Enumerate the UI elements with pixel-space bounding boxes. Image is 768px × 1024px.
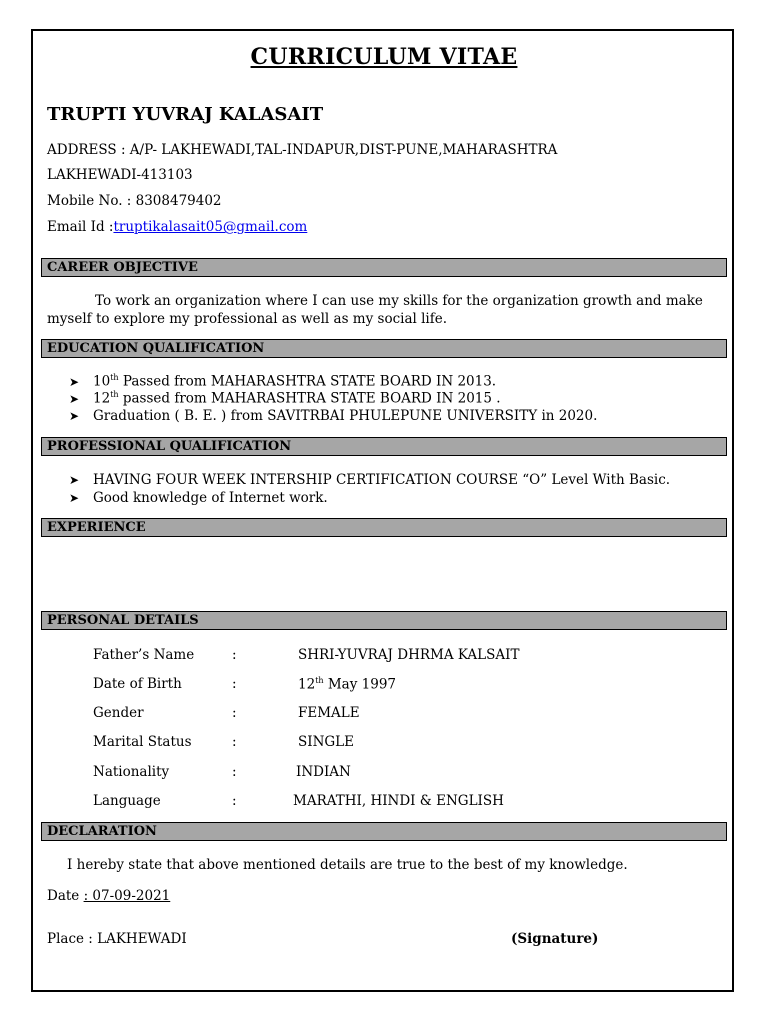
section-header-declaration [41,822,727,841]
list-item: ➤ Good knowledge of Internet work. [69,490,328,506]
nationality-label: Nationality [93,764,170,780]
email-label: Email Id : [47,219,114,235]
address-line-2: LAKHEWADI-413103 [47,167,193,183]
arrow-bullet-icon: ➤ [69,491,80,505]
list-item: ➤ 10th Passed from MAHARASHTRA STATE BOARD IN 2013. [69,373,497,390]
signature-label: (Signature) [511,931,599,947]
candidate-name: TRUPTI YUVRAJ KALASAIT [47,104,324,125]
section-title: CAREER OBJECTIVE [47,260,198,275]
arrow-bullet-icon: ➤ [69,374,80,389]
list-item: ➤ 12th passed from MAHARASHTRA STATE BOARD IN 2015 . [69,390,501,407]
gender-value: FEMALE [298,705,360,721]
dob-value: 12th May 1997 [298,676,396,693]
colon: : [232,764,237,780]
section-title: EDUCATION QUALIFICATION [47,341,265,356]
arrow-bullet-icon: ➤ [69,391,80,406]
section-title: PROFESSIONAL QUALIFICATION [47,439,292,454]
colon: : [232,676,237,692]
email-line [47,219,307,235]
document-title: CURRICULUM VITAE [250,44,518,70]
language-label: Language [93,793,161,809]
date-value: : 07-09-2021 [83,888,171,904]
section-title: DECLARATION [47,824,157,839]
section-header-education [41,339,727,358]
section-title: EXPERIENCE [47,520,146,535]
gender-label: Gender [93,705,144,721]
career-objective-text: To work an organization where I can use my skills for the organization growth and make myself to explore my professional as well as my social life. [47,293,703,327]
father-name-value: SHRI-YUVRAJ DHRMA KALSAIT [298,647,520,663]
address-line: ADDRESS : A/P- LAKHEWADI,TAL-INDAPUR,DIST-PUNE,MAHARASHTRA [47,142,558,158]
email-link[interactable]: truptikalasait05@gmail.com [113,219,308,235]
section-header-career [41,258,727,277]
section-header-personal [41,611,727,630]
language-value: MARATHI, HINDI & ENGLISH [293,793,504,809]
marital-status-value: SINGLE [298,734,354,750]
arrow-bullet-icon: ➤ [69,409,80,423]
section-header-experience [41,518,727,537]
date-line: Date : 07-09-2021 [47,888,171,904]
marital-status-label: Marital Status [93,734,192,750]
colon: : [232,705,237,721]
father-name-label: Father’s Name [93,647,195,663]
list-item: ➤ HAVING FOUR WEEK INTERSHIP CERTIFICATION COURSE “O” Level With Basic. [69,472,671,488]
list-item: ➤ Graduation ( B. E. ) from SAVITRBAI PHULEPUNE UNIVERSITY in 2020. [69,408,598,424]
colon: : [232,734,237,750]
dob-label: Date of Birth [93,676,182,692]
section-header-professional [41,437,727,456]
mobile-line: Mobile No. : 8308479402 [47,193,222,209]
colon: : [232,647,237,663]
nationality-value: INDIAN [296,764,351,780]
arrow-bullet-icon: ➤ [69,473,80,487]
declaration-text: I hereby state that above mentioned details are true to the best of my knowledge. [67,857,628,873]
place-line: Place : LAKHEWADI [47,931,187,947]
colon: : [232,793,237,809]
section-title: PERSONAL DETAILS [47,613,199,628]
